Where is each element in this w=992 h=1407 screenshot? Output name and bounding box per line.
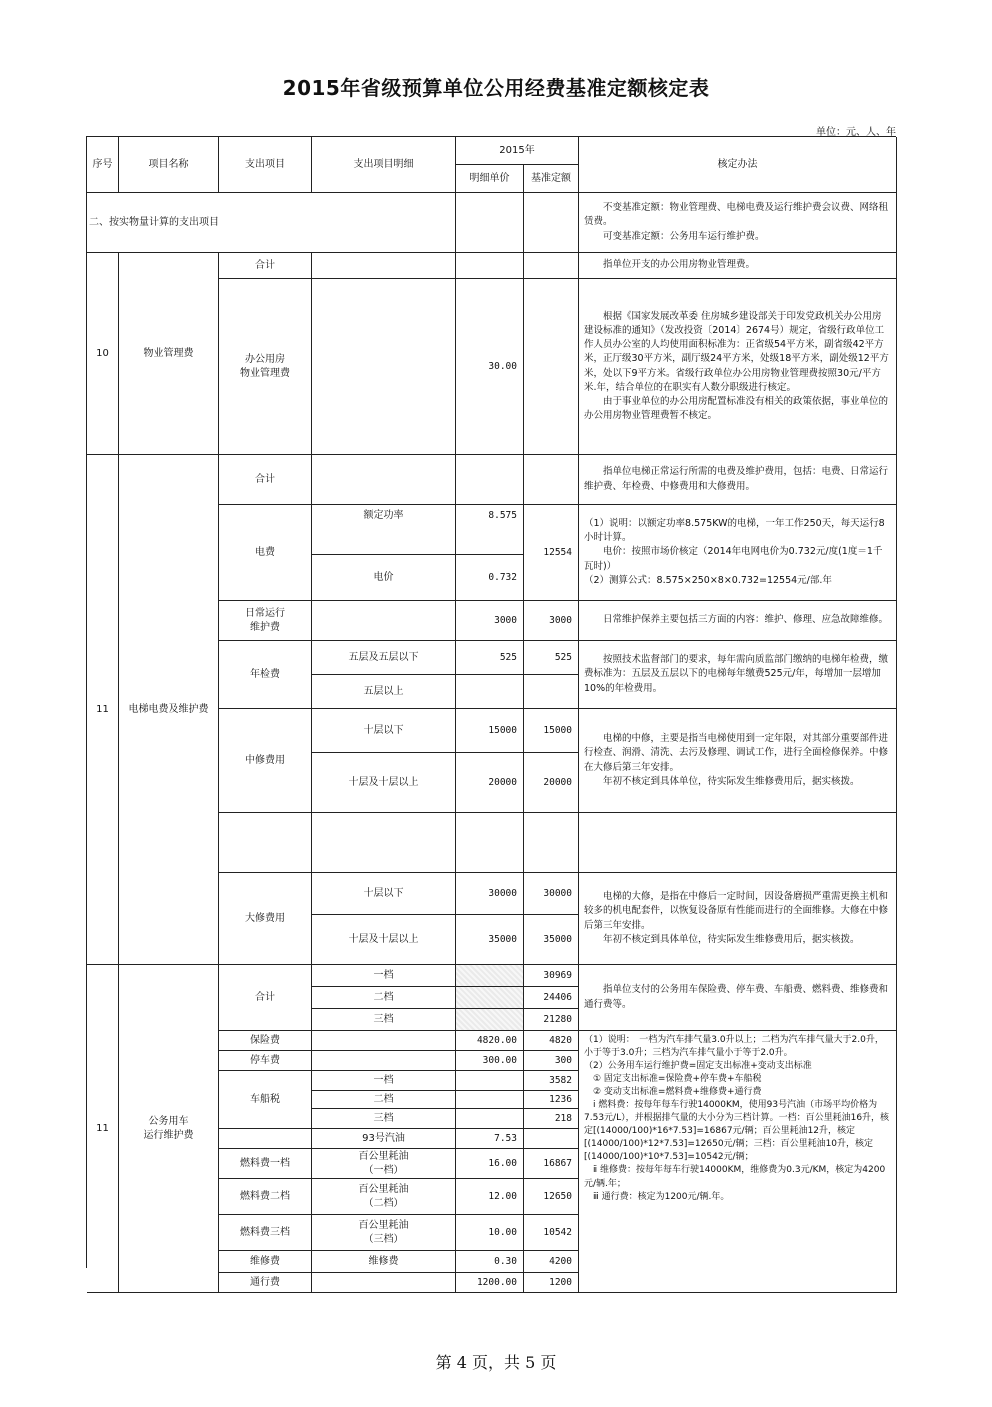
daily-quota: 3000 bbox=[524, 601, 579, 641]
fuel1-quota: 16867 bbox=[524, 1149, 579, 1179]
insurance-label: 保险费 bbox=[219, 1031, 312, 1051]
section-method: 不变基准定额：物业管理费、电梯电费及运行维护费会议费、网络租赁费。 可变基准定额：公务用车运行维护费。 bbox=[579, 193, 897, 253]
g10-item-detail bbox=[312, 279, 456, 455]
annual-label: 年检费 bbox=[219, 641, 312, 709]
fuel2-label: 燃料费二档 bbox=[219, 1179, 312, 1215]
tax-q3: 218 bbox=[524, 1109, 579, 1129]
fuel2-detail: 百公里耗油 （二档） bbox=[312, 1179, 456, 1215]
annual-r2-detail: 五层以上 bbox=[312, 675, 456, 709]
tax-d1: 一档 bbox=[312, 1071, 456, 1091]
vehicle-total-label: 合计 bbox=[219, 965, 312, 1031]
g11a-total-detail bbox=[312, 455, 456, 505]
annual-r2-price bbox=[456, 675, 524, 709]
major-r2-price: 35000 bbox=[456, 915, 524, 965]
vehicle-total-q1: 30969 bbox=[524, 965, 579, 987]
tax-p1 bbox=[456, 1071, 524, 1091]
mid-method: 电梯的中修，主要是指当电梯使用到一定年限，对其部分重要部件进行检查、润滑、清洗、去污及修理、调试工作，进行全面检修保养。中修在大修后第三年安排。 年初不核定到具体单位，待实际发生维修费用后，据实核拨。 bbox=[579, 709, 897, 813]
vehicle-total-p2 bbox=[456, 987, 524, 1009]
parking-price: 300.00 bbox=[456, 1051, 524, 1071]
toll-label: 通行费 bbox=[219, 1273, 312, 1293]
page-footer: 第 4 页，共 5 页 bbox=[435, 1353, 557, 1372]
toll-price: 1200.00 bbox=[456, 1273, 524, 1293]
tax-d2: 二档 bbox=[312, 1091, 456, 1109]
section-price-empty bbox=[456, 193, 524, 253]
tax-q1: 3582 bbox=[524, 1071, 579, 1091]
annual-r1-quota: 525 bbox=[524, 641, 579, 675]
parking-detail bbox=[312, 1051, 456, 1071]
g10-total-detail bbox=[312, 253, 456, 279]
major-r2-quota: 35000 bbox=[524, 915, 579, 965]
g11a-total-method: 指单位电梯正常运行所需的电费及维护费用，包括：电费、日常运行维护费、年检费、中修费用和大修费用。 bbox=[579, 455, 897, 505]
fuel2-price: 12.00 bbox=[456, 1179, 524, 1215]
g11a-total-label: 合计 bbox=[219, 455, 312, 505]
fuel2-quota: 12650 bbox=[524, 1179, 579, 1215]
header-detail: 支出项目明细 bbox=[312, 137, 456, 193]
elec-method: （1）说明：以额定功率8.575KW的电梯，一年工作250天，每天运行8小时计算。 电价：按照市场价核定（2014年电网电价为0.732元/度(1度＝1千瓦时)） （2）测算公式：8.575×250×8×0.732=12554元/部.年 bbox=[579, 505, 897, 601]
g11a-total-quota bbox=[524, 455, 579, 505]
unit-note: 单位：元、人、年 bbox=[816, 127, 896, 138]
mid-r2-price: 20000 bbox=[456, 753, 524, 813]
section-quota-empty bbox=[524, 193, 579, 253]
elec-power-label: 额定功率 bbox=[312, 505, 456, 555]
g11b-no: 11 bbox=[87, 965, 119, 1293]
mid-r1-price: 15000 bbox=[456, 709, 524, 753]
mid-major-gap-detail bbox=[312, 813, 456, 873]
daily-method: 日常维护保养主要包括三方面的内容：维护、修理、应急故障维修。 bbox=[579, 601, 897, 641]
g11a-total-price bbox=[456, 455, 524, 505]
repair-label: 维修费 bbox=[219, 1251, 312, 1273]
tax-label: 车船税 bbox=[219, 1071, 312, 1129]
annual-method: 按照技术监督部门的要求，每年需向质监部门缴纳的电梯年检费，缴费标准为：五层及五层以下的电梯每年缴费525元/年，每增加一层增加10%的年检费用。 bbox=[579, 641, 897, 709]
mid-r1-quota: 15000 bbox=[524, 709, 579, 753]
page-title: 2015年省级预算单位公用经费基准定额核定表 bbox=[282, 76, 710, 100]
vehicle-total-q3: 21280 bbox=[524, 1009, 579, 1031]
fuel1-price: 16.00 bbox=[456, 1149, 524, 1179]
parking-quota: 300 bbox=[524, 1051, 579, 1071]
insurance-price: 4820.00 bbox=[456, 1031, 524, 1051]
g11a-name: 电梯电费及维护费 bbox=[119, 455, 219, 965]
header-method: 核定办法 bbox=[579, 137, 897, 193]
elec-label: 电费 bbox=[219, 505, 312, 601]
mid-label: 中修费用 bbox=[219, 709, 312, 813]
header-quota: 基准定额 bbox=[524, 165, 579, 193]
tax-d3: 三档 bbox=[312, 1109, 456, 1129]
elec-quota: 12554 bbox=[524, 505, 579, 601]
g10-item: 办公用房 物业管理费 bbox=[219, 279, 312, 455]
vehicle-total-d1: 一档 bbox=[312, 965, 456, 987]
g10-total-price bbox=[456, 253, 524, 279]
vehicle-total-d3: 三档 bbox=[312, 1009, 456, 1031]
major-r1-quota: 30000 bbox=[524, 873, 579, 915]
vehicle-total-p1 bbox=[456, 965, 524, 987]
header-item: 支出项目 bbox=[219, 137, 312, 193]
annual-r2-quota bbox=[524, 675, 579, 709]
header-no: 序号 bbox=[87, 137, 119, 193]
repair-quota: 4200 bbox=[524, 1251, 579, 1273]
major-r1-detail: 十层以下 bbox=[312, 873, 456, 915]
major-r2-detail: 十层及十层以上 bbox=[312, 915, 456, 965]
fuel-price-label bbox=[219, 1129, 312, 1149]
elec-price-value: 0.732 bbox=[456, 555, 524, 601]
g10-no: 10 bbox=[87, 253, 119, 455]
tax-p3 bbox=[456, 1109, 524, 1129]
vehicle-total-method: 指单位支付的公务用车保险费、停车费、车船费、燃料费、维修费和通行费等。 bbox=[579, 965, 897, 1031]
annual-r1-detail: 五层及五层以下 bbox=[312, 641, 456, 675]
fuel3-quota: 10542 bbox=[524, 1215, 579, 1251]
major-method: 电梯的大修，是指在中修后一定时间，因设备磨损严重需更换主机和较多的机电配套件，以恢复设备原有性能而进行的全面维修。大修在中修后第三年安排。 年初不核定到具体单位，待实际发生维修费用后，据实核拨。 bbox=[579, 873, 897, 965]
g10-item-price: 30.00 bbox=[456, 279, 524, 455]
major-r1-price: 30000 bbox=[456, 873, 524, 915]
fuel1-label: 燃料费一档 bbox=[219, 1149, 312, 1179]
mid-major-gap-quota bbox=[524, 813, 579, 873]
fuel3-detail: 百公里耗油 （三档） bbox=[312, 1215, 456, 1251]
tax-q2: 1236 bbox=[524, 1091, 579, 1109]
section-title: 二、按实物量计算的支出项目 bbox=[87, 193, 456, 253]
daily-price: 3000 bbox=[456, 601, 524, 641]
mid-major-gap bbox=[219, 813, 312, 873]
fuel3-label: 燃料费三档 bbox=[219, 1215, 312, 1251]
g11b-name: 公务用车 运行维护费 bbox=[119, 965, 219, 1293]
annual-r1-price: 525 bbox=[456, 641, 524, 675]
vehicle-total-p3 bbox=[456, 1009, 524, 1031]
daily-label: 日常运行 维护费 bbox=[219, 601, 312, 641]
major-label: 大修费用 bbox=[219, 873, 312, 965]
elec-power-value: 8.575 bbox=[456, 505, 524, 555]
g11a-no: 11 bbox=[87, 455, 119, 965]
g10-name: 物业管理费 bbox=[119, 253, 219, 455]
repair-price: 0.30 bbox=[456, 1251, 524, 1273]
vehicle-total-q2: 24406 bbox=[524, 987, 579, 1009]
vehicle-total-d2: 二档 bbox=[312, 987, 456, 1009]
fuel1-detail: 百公里耗油 （一档） bbox=[312, 1149, 456, 1179]
fuel-price-detail: 93号汽油 bbox=[312, 1129, 456, 1149]
header-price: 明细单价 bbox=[456, 165, 524, 193]
fuel-price-quota bbox=[524, 1129, 579, 1149]
insurance-quota: 4820 bbox=[524, 1031, 579, 1051]
g10-total-label: 合计 bbox=[219, 253, 312, 279]
quota-table bbox=[86, 136, 896, 1288]
mid-major-gap-price bbox=[456, 813, 524, 873]
g10-method: 根据《国家发展改革委 住房城乡建设部关于印发党政机关办公用房建设标准的通知》（发改投资〔2014〕2674号）规定，省级行政单位工作人员办公室的人均使用面积标准为：正省级54平方米，副省级42平方米，正厅级30平方米，副厅级24平方米，处级18平方米，副处级12平方米，处以下9平方米。省级行政单位办公用房物业管理费按照30元/平方米.年，结合单位的在职实有人数分职级进行核定。 由于事业单位的办公用房配置标准没有相关的政策依据，事业单位的办公用房物业管理费暂不核定。 bbox=[579, 279, 897, 455]
mid-r1-detail: 十层以下 bbox=[312, 709, 456, 753]
g10-item-quota bbox=[524, 279, 579, 455]
mid-major-gap-method bbox=[579, 813, 897, 873]
fuel3-price: 10.00 bbox=[456, 1215, 524, 1251]
g10-total-quota bbox=[524, 253, 579, 279]
toll-detail bbox=[312, 1273, 456, 1293]
vehicle-method: （1）说明： 一档为汽车排气量3.0升以上；二档为汽车排气量大于2.0升，小于等于3.0升；三档为汽车排气量小于等于2.0升。 （2）公务用车运行维护费=固定支出标准+变动支出标准 ① 固定支出标准=保险费+停车费+车船税 ② 变动支出标准=燃料费+维修费+通行费 ⅰ 燃料费：按每年每车行驶14000KM，使用93号汽油（市场平均价格为7.53元/L），并根据排气量的大小分为三档计算。一档：百公里耗油16升，核定[(14000/100)*16*7.53]=16867元/辆；百公里耗油12升，核定[(14000/100)*12*7.53]=12650元/辆；三档：百公里耗油10升，核定[(14000/100)*10*7.53]=10542元/辆； ⅱ 维修费：按每年每车行驶14000KM，维修费为0.3元/KM，核定为4200元/辆.年； ⅲ 通行费：核定为1200元/辆.年。 bbox=[579, 1031, 897, 1293]
fuel-price-value: 7.53 bbox=[456, 1129, 524, 1149]
tax-p2 bbox=[456, 1091, 524, 1109]
elec-price-label: 电价 bbox=[312, 555, 456, 601]
mid-r2-detail: 十层及十层以上 bbox=[312, 753, 456, 813]
repair-detail: 维修费 bbox=[312, 1251, 456, 1273]
insurance-detail bbox=[312, 1031, 456, 1051]
g10-total-method: 指单位开支的办公用房物业管理费。 bbox=[579, 253, 897, 279]
daily-detail bbox=[312, 601, 456, 641]
header-name: 项目名称 bbox=[119, 137, 219, 193]
parking-label: 停车费 bbox=[219, 1051, 312, 1071]
toll-quota: 1200 bbox=[524, 1273, 579, 1293]
header-year: 2015年 bbox=[456, 137, 579, 165]
mid-r2-quota: 20000 bbox=[524, 753, 579, 813]
